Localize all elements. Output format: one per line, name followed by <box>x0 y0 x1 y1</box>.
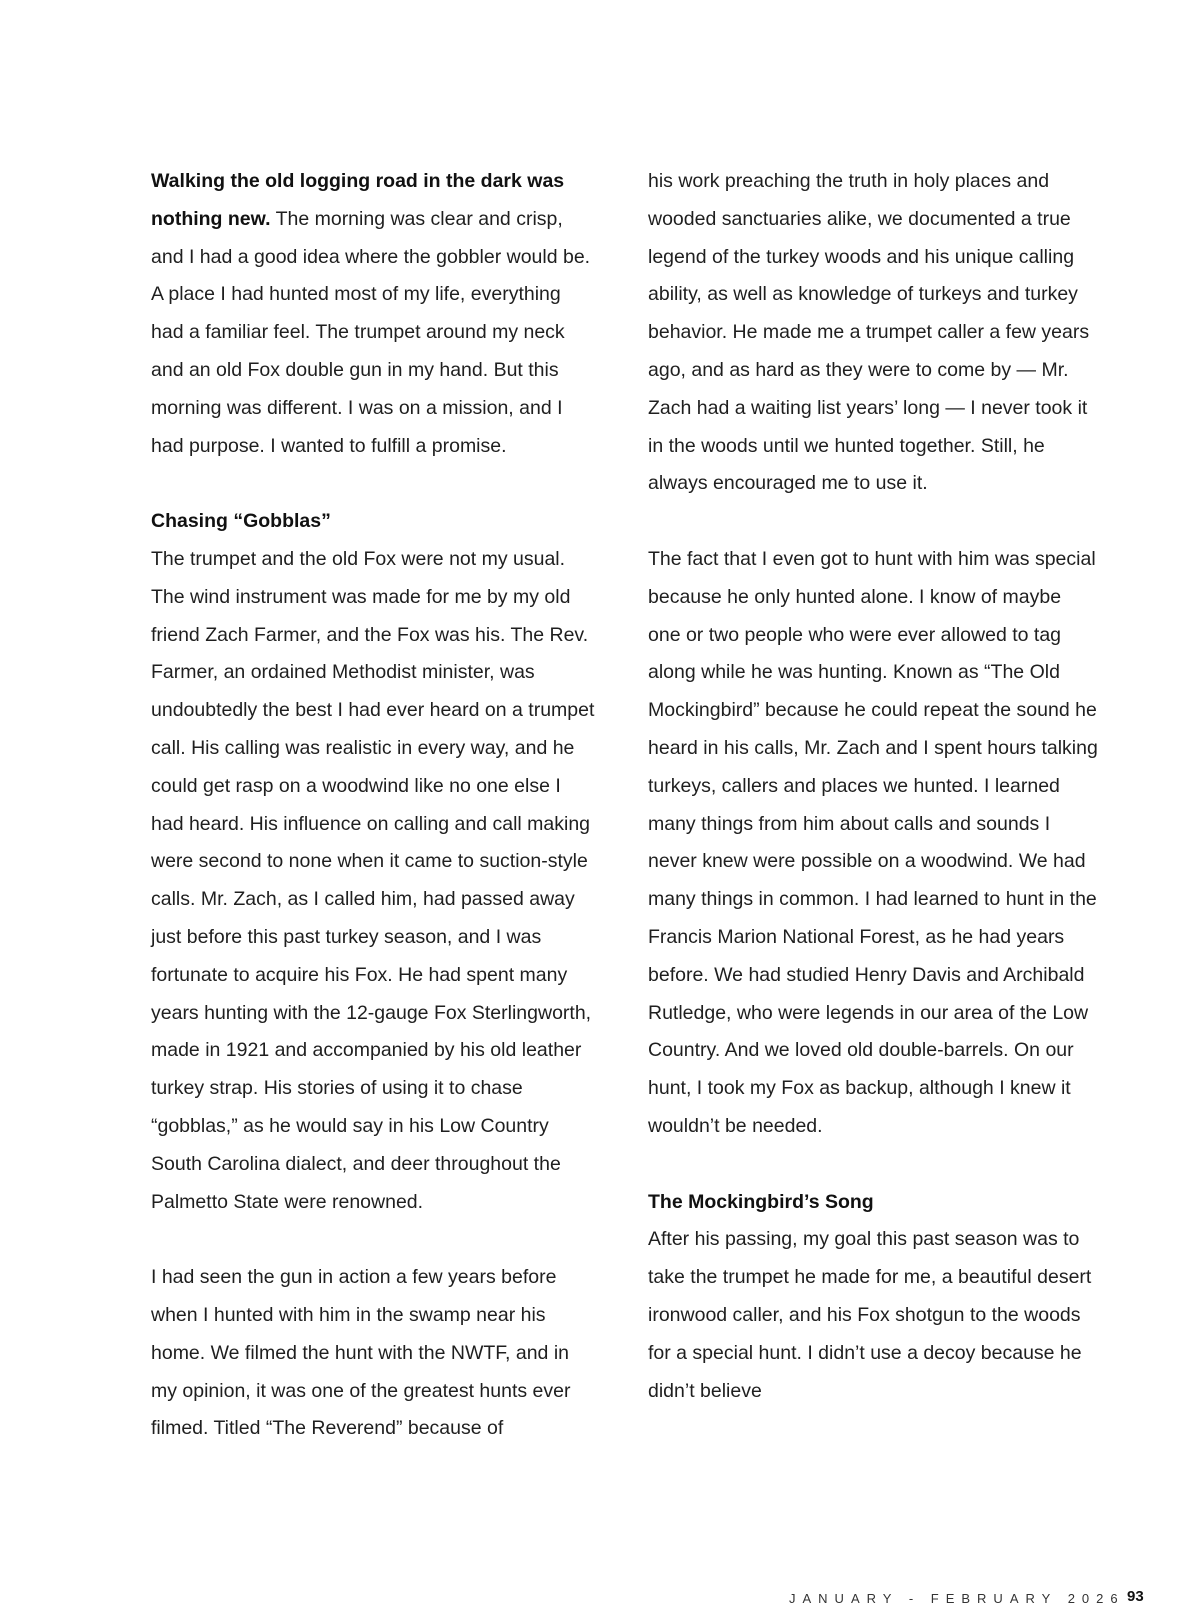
paragraph-preaching-truth: his work preaching the truth in holy places and wooded sanctuaries alike, we documented a true legend of the turkey woods and his unique calling ability, as well as knowledge of turkeys and turkey behavior. He made me a trumpet caller a few years ago, and as hard as they were to come by — Mr. Zach had a waiting list years’ long — I never took it in the woods until we hunted together. Still, he always encouraged me to use it. <box>648 170 1090 495</box>
paragraph-opening-text: The morning was clear and crisp, and I had a good idea where the gobbler would be. A place I had hunted most of my life, everything had a familiar feel. The trumpet around my neck and an old Fox double gun in my hand. But this morning was different. I was on a mission, and I had purpose. I wanted to fulfill a promise. <box>151 207 591 457</box>
paragraph-gun-in-action: I had seen the gun in action a few years before when I hunted with him in the swamp near his home. We filmed the hunt with the NWTF, and in my opinion, it was one of the greatest hunts ever filmed. Titled “The Reverend” because of <box>151 1266 571 1440</box>
footer-page-number: 93 <box>1127 1588 1144 1605</box>
paragraph-gap <box>648 1146 1098 1184</box>
lead-in-bold: Walking the old logging road in the dark was nothing new. <box>151 170 565 230</box>
left-column <box>151 163 596 1448</box>
paragraph-hunt-with-him: The fact that I even got to hunt with him was special because he only hunted alone. I know of maybe one or two people who were ever allowed to tag along while he was hunting. Known as “The Old Mockingbird” because he could repeat the sound he heard in his calls, Mr. Zach and I spent hours talking turkeys, callers and places we hunted. I learned many things from him about calls and sounds I never knew were possible on a woodwind. We had many things in common. I had learned to hunt in the Francis Marion National Forest, as he had years before. We had studied Henry Davis and Archibald Rutledge, who were legends in our area of the Low Country. And we loved old double-barrels. On our hunt, I took my Fox as backup, although I knew it wouldn’t be needed. <box>648 547 1098 1137</box>
paragraph-gap <box>151 1221 596 1259</box>
right-column <box>648 163 1098 1410</box>
footer-issue-date: JANUARY - FEBRUARY 2026 <box>789 1591 1125 1606</box>
paragraph-opening <box>151 163 596 465</box>
paragraph-trumpet-and-fox: The trumpet and the old Fox were not my usual. The wind instrument was made for me by my old friend Zach Farmer, and the Fox was his. The Rev. Farmer, an ordained Methodist minister, was undoubtedly the best I had ever heard on a trumpet call. His calling was realistic in every way, and he could get rasp on a woodwind like no one else I had heard. His influence on calling and call making were second to none when it came to suction-style calls. Mr. Zach, as I called him, had passed away just before this past turkey season, and I was fortunate to acquire his Fox. He had spent many years hunting with the 12-gauge Fox Sterlingworth, made in 1921 and accompanied by his old leather turkey strap. His stories of using it to chase “gobblas,” as he would say in his Low Country South Carolina dialect, and deer throughout the Palmetto State were renowned. <box>151 547 595 1213</box>
paragraph-gap <box>648 503 1098 541</box>
paragraph-after-passing: After his passing, my goal this past season was to take the trumpet he made for me, a beautiful desert ironwood caller, and his Fox shotgun to the woods for a special hunt. I didn’t use a decoy because he didn’t believe <box>648 1228 1092 1402</box>
subheading-chasing-gobblas: Chasing “Gobblas” <box>151 510 331 533</box>
paragraph-gap <box>151 465 596 503</box>
subheading-mockingbirds-song: The Mockingbird’s Song <box>648 1190 874 1213</box>
